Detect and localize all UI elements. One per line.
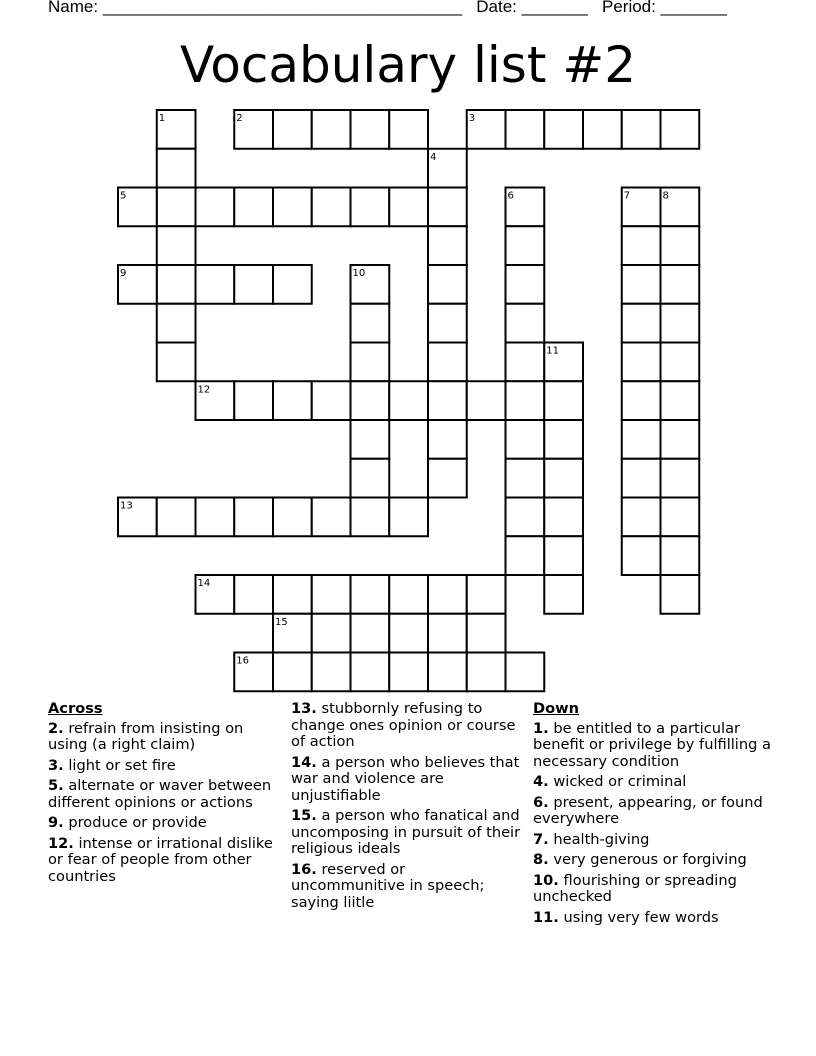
crossword-cell[interactable] bbox=[544, 575, 583, 614]
crossword-cell[interactable] bbox=[312, 188, 351, 227]
crossword-cell[interactable] bbox=[273, 265, 312, 304]
crossword-cell[interactable] bbox=[506, 304, 545, 343]
clue-number-label: 5 bbox=[120, 190, 127, 202]
clue-text: using very few words bbox=[563, 908, 719, 926]
crossword-cell[interactable] bbox=[506, 653, 545, 692]
crossword-cell[interactable] bbox=[273, 381, 312, 420]
crossword-cell[interactable] bbox=[661, 498, 700, 537]
crossword-cell[interactable] bbox=[661, 536, 700, 575]
clue-text: a person who believes that war and violence are unjustifiable bbox=[291, 753, 520, 804]
crossword-cell[interactable] bbox=[351, 304, 390, 343]
crossword-cell[interactable] bbox=[506, 420, 545, 459]
crossword-cell[interactable] bbox=[428, 575, 467, 614]
date-label: Date: bbox=[476, 0, 517, 16]
crossword-cell[interactable] bbox=[428, 226, 467, 265]
clue-item bbox=[533, 774, 773, 791]
crossword-cell[interactable] bbox=[661, 459, 700, 498]
clue-text: present, appearing, or found everywhere bbox=[533, 793, 763, 827]
clue-text: very generous or forgiving bbox=[553, 851, 747, 868]
clue-text: intense or irrational dislike or fear of people from other countries bbox=[48, 834, 273, 885]
crossword-cell[interactable] bbox=[622, 381, 661, 420]
clue-number: 7. bbox=[533, 830, 549, 848]
crossword-cell[interactable] bbox=[428, 304, 467, 343]
crossword-cell[interactable] bbox=[622, 226, 661, 265]
name-label: Name: bbox=[48, 0, 99, 16]
crossword-cell[interactable] bbox=[544, 381, 583, 420]
crossword-cell[interactable] bbox=[467, 575, 506, 614]
crossword-cell[interactable] bbox=[273, 188, 312, 227]
crossword-cell[interactable] bbox=[506, 110, 545, 149]
across-clues-column-2 bbox=[291, 701, 523, 915]
clue-item bbox=[291, 808, 523, 858]
clue-item bbox=[48, 836, 280, 886]
crossword-cell[interactable] bbox=[622, 110, 661, 149]
across-clue-list-continued bbox=[291, 701, 523, 911]
crossword-cell[interactable] bbox=[351, 614, 390, 653]
crossword-cell[interactable] bbox=[661, 381, 700, 420]
clue-text: wicked or criminal bbox=[553, 773, 687, 790]
crossword-cell[interactable] bbox=[273, 653, 312, 692]
crossword-cell[interactable] bbox=[351, 343, 390, 382]
clue-item bbox=[48, 778, 280, 811]
crossword-cell[interactable] bbox=[312, 614, 351, 653]
crossword-cell[interactable] bbox=[312, 653, 351, 692]
clue-number: 13. bbox=[291, 700, 317, 717]
crossword-cell[interactable] bbox=[389, 381, 428, 420]
clue-number-label: 8 bbox=[662, 190, 669, 202]
clue-number: 6. bbox=[533, 793, 549, 811]
crossword-cell[interactable] bbox=[661, 343, 700, 382]
crossword-cell[interactable] bbox=[506, 226, 545, 265]
clue-number-label: 9 bbox=[120, 268, 127, 279]
crossword-cell[interactable] bbox=[544, 420, 583, 459]
clue-number: 1. bbox=[533, 719, 549, 737]
crossword-cell[interactable] bbox=[622, 265, 661, 304]
crossword-cell[interactable] bbox=[389, 110, 428, 149]
clue-number: 10. bbox=[533, 871, 559, 889]
crossword-cell[interactable] bbox=[622, 459, 661, 498]
clue-number: 3. bbox=[48, 756, 64, 774]
crossword-cell[interactable] bbox=[428, 614, 467, 653]
crossword-cell[interactable] bbox=[544, 459, 583, 498]
crossword-cell[interactable] bbox=[389, 614, 428, 653]
crossword-cell[interactable] bbox=[661, 575, 700, 614]
clue-number-label: 13 bbox=[120, 500, 133, 512]
clue-text: a person who fanatical and uncomposing in pursuit of their religious ideals bbox=[291, 807, 521, 857]
crossword-cell[interactable] bbox=[157, 304, 196, 343]
crossword-cell[interactable] bbox=[273, 575, 312, 614]
period-blank[interactable]: _______ bbox=[660, 0, 727, 16]
crossword-cell[interactable] bbox=[312, 498, 351, 537]
clue-item bbox=[533, 721, 773, 771]
down-heading: Down bbox=[533, 700, 580, 717]
crossword-cell[interactable] bbox=[428, 653, 467, 692]
crossword-cell[interactable] bbox=[428, 265, 467, 304]
clue-number: 2. bbox=[48, 719, 64, 737]
crossword-cell[interactable] bbox=[351, 459, 390, 498]
clue-number: 5. bbox=[48, 777, 64, 794]
crossword-cell[interactable] bbox=[389, 498, 428, 537]
crossword-cell[interactable] bbox=[622, 420, 661, 459]
crossword-cell[interactable] bbox=[544, 536, 583, 575]
crossword-cell[interactable] bbox=[506, 498, 545, 537]
clue-text: reserved or uncommunitive in speech; saying liitle bbox=[291, 860, 485, 911]
clue-number-label: 2 bbox=[236, 113, 243, 124]
name-blank[interactable]: ______________________________________ bbox=[102, 0, 463, 16]
across-heading: Across bbox=[48, 700, 103, 717]
crossword-cell[interactable] bbox=[157, 226, 196, 265]
crossword-cell[interactable] bbox=[157, 343, 196, 382]
clue-item bbox=[291, 755, 523, 805]
crossword-cell[interactable] bbox=[506, 381, 545, 420]
crossword-cell[interactable] bbox=[428, 459, 467, 498]
crossword-cell[interactable] bbox=[273, 110, 312, 149]
clue-number-label: 7 bbox=[623, 190, 631, 202]
crossword-cell[interactable] bbox=[467, 614, 506, 653]
crossword-cell[interactable] bbox=[428, 420, 467, 459]
clue-item bbox=[48, 758, 280, 775]
crossword-cell[interactable] bbox=[273, 498, 312, 537]
crossword-cell[interactable] bbox=[544, 498, 583, 537]
clue-text: alternate or waver between different opinions or actions bbox=[48, 777, 272, 811]
crossword-cell[interactable] bbox=[234, 265, 273, 304]
clue-item bbox=[533, 873, 773, 906]
clue-text: stubbornly refusing to change ones opinion or course of action bbox=[291, 700, 516, 750]
down-clue-list bbox=[533, 721, 773, 927]
crossword-cell[interactable] bbox=[389, 575, 428, 614]
clue-number-label: 11 bbox=[546, 345, 559, 357]
clue-item bbox=[533, 910, 773, 927]
page-title: Vocabulary list #2 bbox=[179, 36, 637, 94]
crossword-cell[interactable] bbox=[661, 420, 700, 459]
clue-number: 16. bbox=[291, 860, 317, 878]
period-label: Period: bbox=[602, 0, 656, 16]
crossword-cell[interactable] bbox=[312, 575, 351, 614]
crossword-cell[interactable] bbox=[312, 381, 351, 420]
crossword-cell[interactable] bbox=[544, 110, 583, 149]
crossword-cell[interactable] bbox=[661, 304, 700, 343]
clue-number: 11. bbox=[533, 908, 559, 926]
crossword-cell[interactable] bbox=[661, 110, 700, 149]
crossword-cell[interactable] bbox=[312, 110, 351, 149]
crossword-cell[interactable] bbox=[583, 110, 622, 149]
clue-text: health-giving bbox=[553, 830, 650, 848]
clue-number-label: 4 bbox=[430, 151, 437, 163]
crossword-cell[interactable] bbox=[234, 575, 273, 614]
clue-number: 12. bbox=[48, 834, 74, 852]
clue-item bbox=[533, 795, 773, 828]
clue-item bbox=[533, 832, 773, 849]
crossword-cell[interactable] bbox=[389, 188, 428, 227]
crossword-cell[interactable] bbox=[428, 343, 467, 382]
crossword-cell[interactable] bbox=[351, 498, 390, 537]
crossword-cell[interactable] bbox=[467, 653, 506, 692]
clue-number-label: 6 bbox=[507, 190, 514, 202]
clue-text: light or set fire bbox=[68, 756, 176, 774]
crossword-cell[interactable] bbox=[234, 381, 273, 420]
clue-number: 8. bbox=[533, 851, 549, 868]
clue-number-label: 10 bbox=[352, 268, 366, 279]
clue-item bbox=[533, 852, 773, 869]
crossword-cell[interactable] bbox=[351, 188, 390, 227]
clue-text: refrain from insisting on using (a right claim) bbox=[48, 719, 244, 753]
date-blank[interactable]: _______ bbox=[521, 0, 588, 16]
clue-text: be entitled to a particular benefit or privilege by fulfilling a necessary condition bbox=[533, 719, 771, 770]
crossword-cell[interactable] bbox=[196, 265, 235, 304]
crossword-cell[interactable] bbox=[506, 343, 545, 382]
clue-number-label: 15 bbox=[275, 616, 288, 628]
crossword-cell[interactable] bbox=[351, 653, 390, 692]
crossword-cell[interactable] bbox=[506, 536, 545, 575]
crossword-cell[interactable] bbox=[157, 149, 196, 188]
clue-item bbox=[291, 701, 523, 751]
crossword-cell[interactable] bbox=[622, 498, 661, 537]
crossword-cell[interactable] bbox=[351, 381, 390, 420]
crossword-cell[interactable] bbox=[622, 304, 661, 343]
crossword-cell[interactable] bbox=[428, 188, 467, 227]
clue-number-label: 14 bbox=[197, 578, 211, 589]
crossword-cell[interactable] bbox=[196, 498, 235, 537]
clue-number-label: 16 bbox=[236, 655, 249, 667]
crossword-cell[interactable] bbox=[157, 265, 196, 304]
crossword-cell[interactable] bbox=[467, 381, 506, 420]
crossword-cell[interactable] bbox=[506, 265, 545, 304]
across-clue-list bbox=[48, 721, 280, 886]
clue-number: 15. bbox=[291, 807, 317, 824]
clue-item bbox=[48, 721, 280, 754]
clue-text: produce or provide bbox=[68, 814, 207, 831]
crossword-cell[interactable] bbox=[622, 536, 661, 575]
clue-number: 4. bbox=[533, 773, 549, 790]
clue-number: 14. bbox=[291, 753, 317, 771]
crossword-cell[interactable] bbox=[351, 575, 390, 614]
down-clues-column bbox=[533, 701, 773, 930]
clue-number: 9. bbox=[48, 814, 64, 831]
crossword-cell[interactable] bbox=[389, 653, 428, 692]
crossword-cell[interactable] bbox=[157, 188, 196, 227]
clue-number-label: 3 bbox=[468, 113, 476, 124]
crossword-cell[interactable] bbox=[351, 420, 390, 459]
crossword-cell[interactable] bbox=[506, 459, 545, 498]
crossword-cell[interactable] bbox=[661, 226, 700, 265]
clue-number-label: 1 bbox=[158, 113, 166, 124]
crossword-cell[interactable] bbox=[428, 381, 467, 420]
clue-item bbox=[48, 815, 280, 832]
crossword-cell[interactable] bbox=[351, 110, 390, 149]
clue-item bbox=[291, 862, 523, 912]
clue-number-label: 12 bbox=[197, 384, 211, 396]
crossword-cell[interactable] bbox=[234, 498, 273, 537]
crossword-cell[interactable] bbox=[622, 343, 661, 382]
crossword-cell[interactable] bbox=[196, 188, 235, 227]
crossword-cell[interactable] bbox=[157, 498, 196, 537]
crossword-cell[interactable] bbox=[661, 265, 700, 304]
crossword-cell[interactable] bbox=[234, 188, 273, 227]
across-clues-column-1 bbox=[48, 701, 280, 889]
clue-text: flourishing or spreading unchecked bbox=[533, 871, 737, 905]
